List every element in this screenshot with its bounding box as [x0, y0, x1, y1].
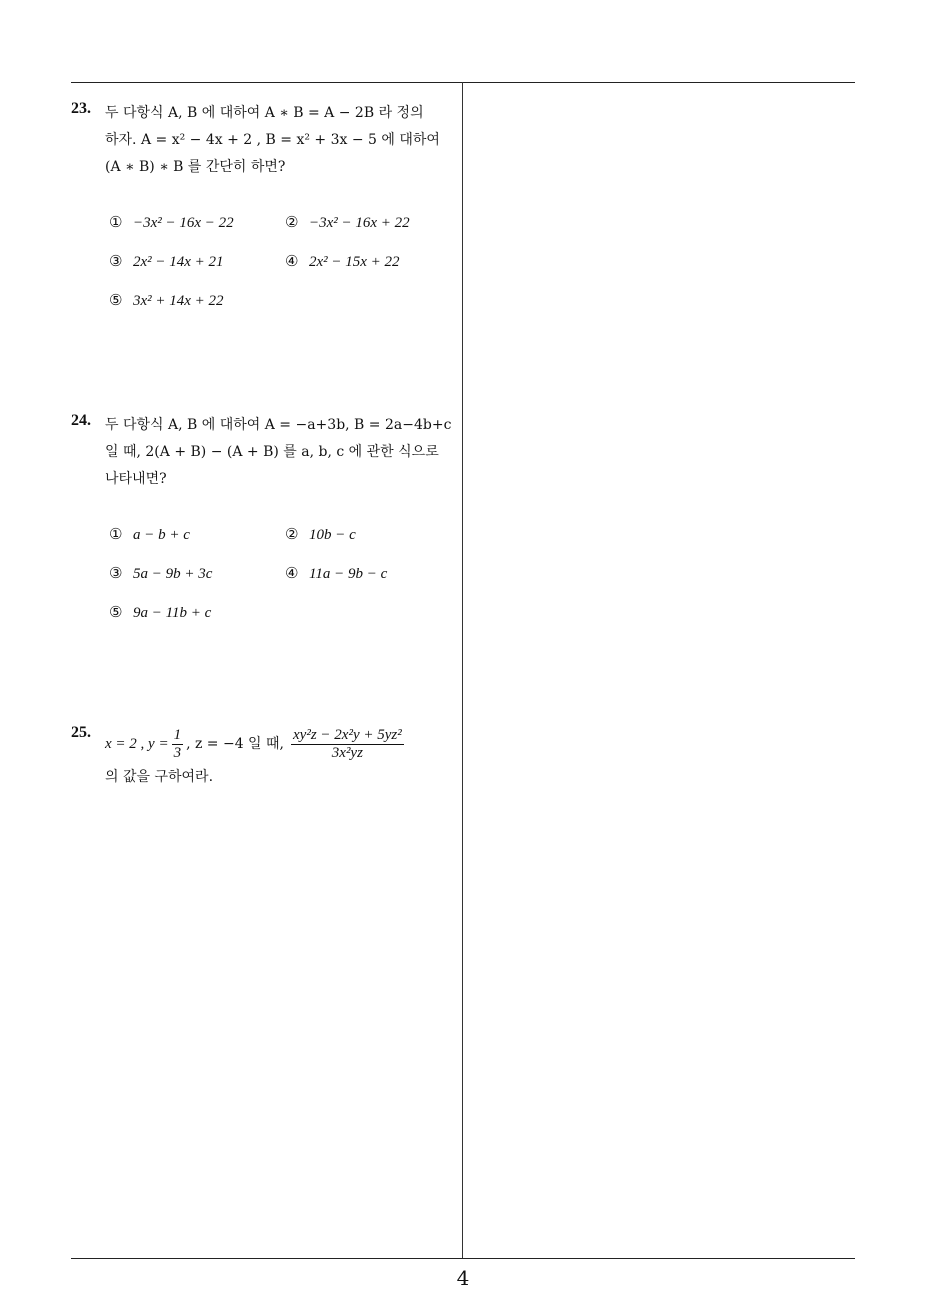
choice-1[interactable]	[109, 525, 190, 544]
choice-text: 5a − 9b + 3c	[133, 566, 213, 582]
problem-text	[105, 412, 457, 493]
problem-25	[71, 724, 457, 791]
choice-mark: ③	[109, 564, 123, 582]
choice-text: 2x² − 14x + 21	[133, 254, 224, 270]
choice-text: 2x² − 15x + 22	[309, 254, 400, 270]
problem-line	[105, 724, 457, 764]
problem-number: 25.	[71, 724, 91, 741]
fraction-denominator: 3x²yz	[331, 744, 363, 761]
choice-mark: ④	[285, 564, 299, 582]
fraction-numerator: xy²z − 2x²y + 5yz²	[293, 726, 402, 743]
column-divider	[462, 82, 463, 1258]
choice-text: 10b − c	[309, 527, 356, 543]
choice-mark: ③	[109, 252, 123, 270]
problem-line: 일 때, 2(A + B) − (A + B) 를 a, b, c 에 관한 식으로	[105, 444, 439, 460]
choice-3[interactable]	[109, 252, 224, 271]
problem-line: 하자. A = x² − 4x + 2 , B = x² + 3x − 5 에 대하여	[105, 132, 440, 148]
choice-mark: ②	[285, 525, 299, 543]
choice-text: 9a − 11b + c	[133, 605, 212, 621]
choice-mark: ④	[285, 252, 299, 270]
problem-line: 의 값을 구하여라.	[105, 769, 214, 785]
choice-4[interactable]	[285, 564, 387, 583]
fraction-y	[172, 727, 184, 762]
answer-choices	[109, 213, 457, 333]
given-values: , z = −4 일 때,	[186, 735, 285, 752]
choice-text: −3x² − 16x − 22	[133, 215, 234, 231]
choice-1[interactable]	[109, 213, 234, 232]
choice-text: 3x² + 14x + 22	[133, 293, 224, 309]
choice-5[interactable]	[109, 603, 211, 622]
given-values: x = 2 , y =	[105, 735, 169, 752]
problem-23	[71, 100, 457, 333]
choice-text: a − b + c	[133, 527, 190, 543]
choice-mark: ⑤	[109, 291, 123, 309]
choice-text: −3x² − 16x + 22	[309, 215, 410, 231]
choice-5[interactable]	[109, 291, 224, 310]
problem-line: 두 다항식 A, B 에 대하여 A ∗ B = A − 2B 라 정의	[105, 105, 424, 121]
choice-2[interactable]	[285, 525, 356, 544]
choice-text: 11a − 9b − c	[309, 566, 388, 582]
problem-text	[105, 100, 457, 181]
bottom-rule	[71, 1258, 855, 1259]
fraction-numerator: 1	[173, 726, 182, 743]
expression-fraction	[291, 727, 404, 762]
problem-line: 두 다항식 A, B 에 대하여 A = −a+3b, B = 2a−4b+c	[105, 417, 452, 433]
answer-choices	[109, 525, 457, 645]
problem-number: 23.	[71, 100, 91, 117]
fraction-denominator: 3	[173, 744, 182, 761]
choice-mark: ②	[285, 213, 299, 231]
problem-text	[105, 724, 457, 791]
problem-line: (A ∗ B) ∗ B 를 간단히 하면?	[105, 159, 286, 175]
choice-3[interactable]	[109, 564, 212, 583]
problem-24	[71, 412, 457, 645]
problem-number: 24.	[71, 412, 91, 429]
choice-mark: ①	[109, 525, 123, 543]
top-rule	[71, 82, 855, 83]
choice-mark: ①	[109, 213, 123, 231]
choice-4[interactable]	[285, 252, 400, 271]
choice-2[interactable]	[285, 213, 410, 232]
problem-line: 나타내면?	[105, 471, 167, 487]
choice-mark: ⑤	[109, 603, 123, 621]
page-number: 4	[456, 1266, 470, 1290]
